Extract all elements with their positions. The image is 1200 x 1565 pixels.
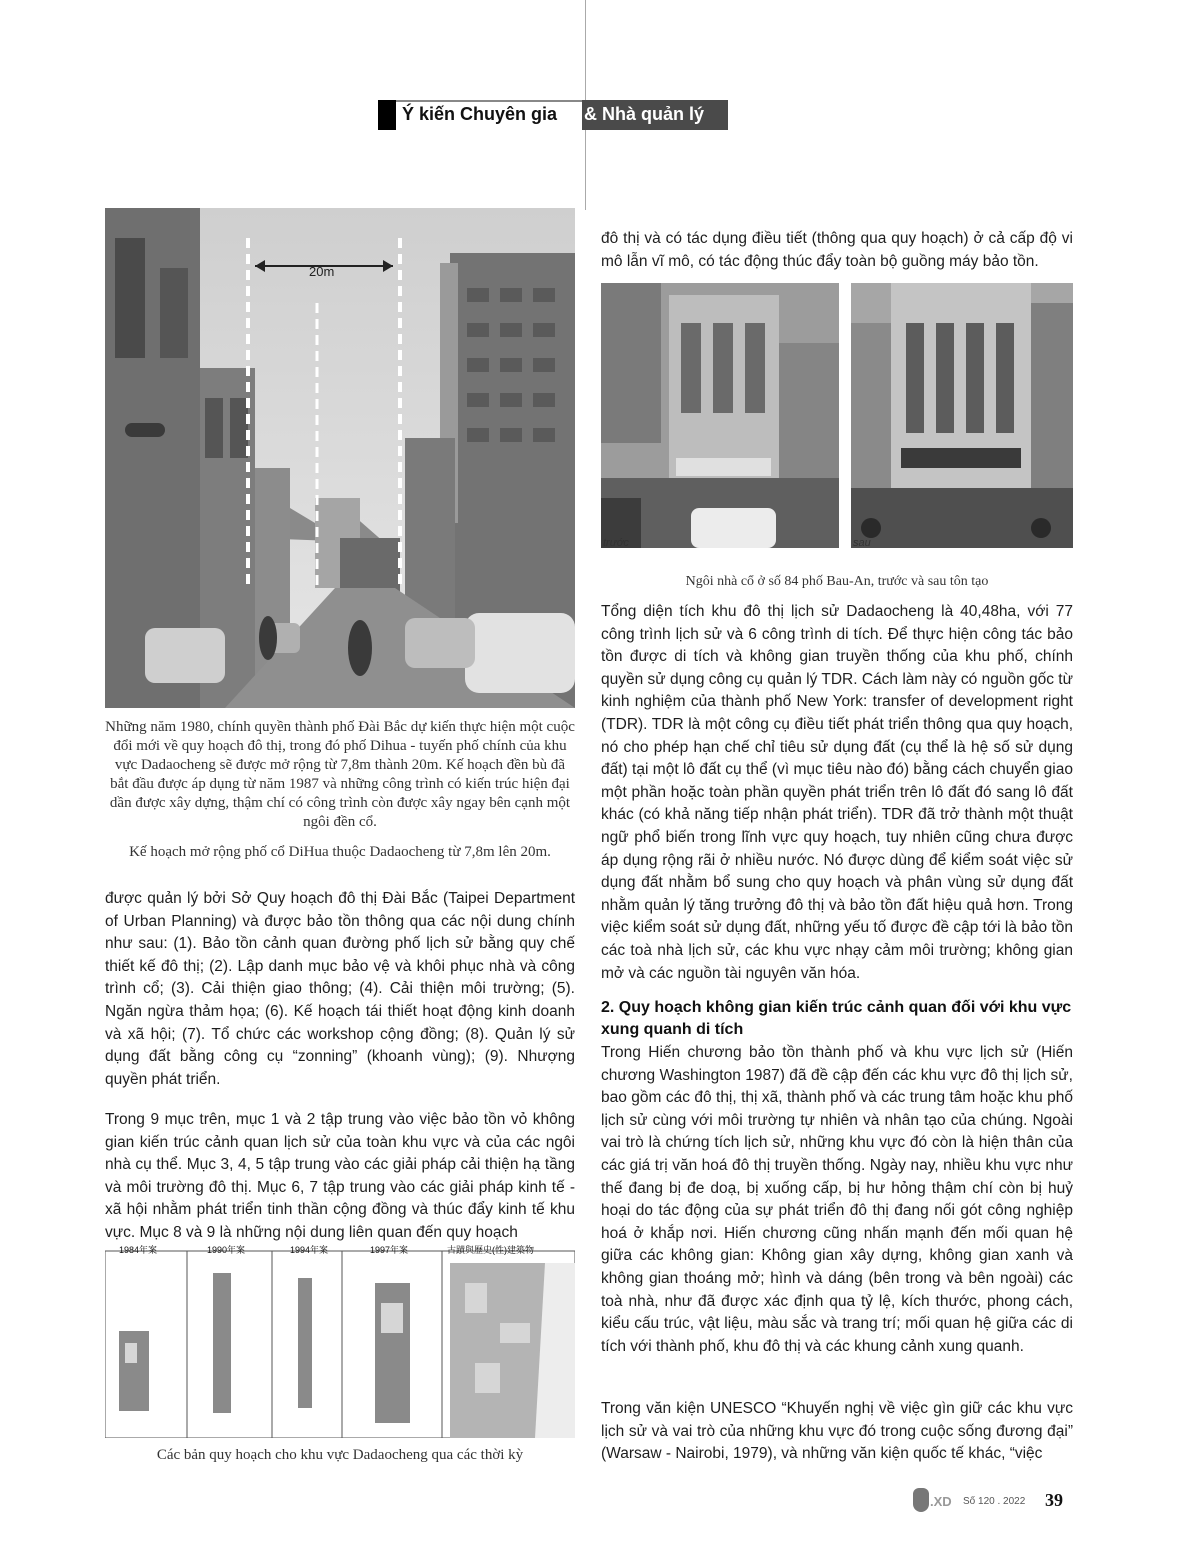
buildings-photo-caption: Ngôi nhà cổ ở số 84 phố Bau-An, trước và sau tôn tạo <box>685 574 989 589</box>
plan-title-1997: 1997年案 <box>370 1245 409 1255</box>
left-para-1: được quản lý bởi Sở Quy hoạch đô thị Đài Bắc (Taipei Department of Urban Planning) và được bảo tồn thông qua các nội dung chính như sau: (1). Bảo tồn cảnh quan đường phố lịch sử bằng quy chế thiết kế đô thị; (2). Lập danh mục bảo vệ và khôi phục nhà và công trình cổ; (3). Cải thiện giao thông; (4). Cải thiện môi trường; (5). Ngăn ngừa thảm họa; (6). Kế hoạch tái thiết hoạt động kinh doanh và xã hội; (7). Tổ chức các workshop cộng đồng; (8). Quản lý sử dụng đất bằng công cụ “zonning” (khoanh vùng); (9). Nhượng quyền phát triển. <box>105 890 575 1088</box>
plan-title-1984: 1984年案 <box>119 1245 158 1255</box>
journal-logo-icon <box>913 1488 929 1512</box>
section-header <box>378 100 728 130</box>
right-para-charter: Trong Hiến chương bảo tồn thành phố và khu vực lịch sử (Hiến chương Washington 1987) đã đề cập đến các khu vực đô thị lịch sử, bao gồm các đô thị, thị xã, thành phố và các trung tâm hoặc khu phố lịch sử cùng với môi trường tự nhiên và nhân tạo của chúng. Ngoài vai trò là chứng tích lịch sử, những khu vực đó còn là hiện thân của các giá trị văn hoá đô thị truyền thống. Ngày nay, nhiều khu vực như thế đang bị đe doạ, bị xuống cấp, bị hư hỏng thậm chí còn bị huỷ hoại do tác động của sự phát triển đô thị đang nối gót công nghiệp hoá ở khắp nơi. Hiến chương cũng nhấn mạnh đến mối quan hệ giữa các không gian: Không gian xây dựng, không gian xanh và không gian thoáng mở; hình và dáng (bên trong và bên ngoài) các toà nhà, như đã được xác định qua tỷ lệ, kích thước, phong cách, kiểu cấu trúc, vật liệu, màu sắc và trang trí; mối quan hệ giữa các di tích với thành phố, khu đô thị và các khung cảnh xung quanh. <box>601 1044 1073 1355</box>
section-title-part2: & Nhà quản lý <box>584 104 705 124</box>
page-footer <box>913 1488 1083 1514</box>
section-title-part1: Ý kiến Chuyên gia <box>402 104 558 124</box>
footer-issue: Số 120 . 2022 <box>963 1496 1026 1507</box>
page-number: 39 <box>1045 1490 1063 1510</box>
header-marker-block <box>378 100 396 130</box>
right-para-tdr: Tổng diện tích khu đô thị lịch sử Dadaocheng là 40,48ha, với 77 công trình lịch sử và 6 công trình di tích. Để thực hiện công tác bảo tồn được di tích và không gian truyền thống của khu phố, chính quyền sử dụng công cụ quản lý TDR. Cách làm này có nguồn gốc từ kinh nghiệm của thành phố New York: transfer of development right (TDR). TDR là một công cụ điều tiết phát triển thông qua quy hoạch, nó cho phép hạn chế chỉ tiêu sử dụng đất (cụ thể là hệ số sử dụng đất) tại một lô đất cụ thể (vì mục tiêu nào đó) bằng cách chuyển giao một phần hoặc toàn phần quyền phát triển trên lô đất đó sang lô đất khác (có khả năng tiếp nhận phát triển). TDR đã trở thành một thuật ngữ phổ biến trong lĩnh vực quy hoạch, tuy nhiên cũng chưa được áp dụng rộng rãi ở nhiều nước. Nó được dùng để kiểm soát việc sử dụng đất nhằm bổ sung cho quy hoạch và phân vùng sử dụng đất nhằm quản lý tăng trưởng đô thị và bảo tồn đất hiệu quả hơn. Trong việc kiểm soát sử dụng đất, những yếu tố được đề cập tới là bảo tồn các toà nhà lịch sử, các khu vực nhạy cảm môi trường; không gian mở và các nguồn tài nguyên văn hóa. <box>601 603 1073 982</box>
plan-title-1990: 1990年案 <box>207 1245 246 1255</box>
plan-title-1994: 1994年案 <box>290 1245 329 1255</box>
photo-label-after: sau <box>853 537 871 549</box>
right-para-top: đô thị và có tác dụng điều tiết (thông qua quy hoạch) ở cả cấp độ vi mô lẫn vĩ mô, có tác động thúc đẩy toàn bộ guồng máy bảo tồn. <box>601 230 1073 270</box>
street-caption-title: Kế hoạch mở rộng phố cổ DiHua thuộc Dadaocheng từ 7,8m lên 20m. <box>129 844 551 860</box>
footer-brand: .XD <box>930 1494 952 1509</box>
measure-label: 20m <box>309 264 335 279</box>
photo-label-before: trước <box>603 537 629 549</box>
right-para-unesco: Trong văn kiện UNESCO “Khuyến nghị về việc gìn giữ các khu vực lịch sử và vai trò của những khu vực đó trong cuộc sống đương đại” (Warsaw - Nairobi, 1979), và những văn kiện quốc tế khác, “việc <box>601 1400 1073 1463</box>
plans-figure <box>105 1243 575 1438</box>
plans-caption: Các bản quy hoạch cho khu vực Dadaocheng qua các thời kỳ <box>156 1447 524 1463</box>
left-para-2: Trong 9 mục trên, mục 1 và 2 tập trung vào việc bảo tồn vỏ không gian kiến trúc cảnh quan lịch sử của toàn khu vực và của các ngôi nhà cụ thể. Mục 3, 4, 5 tập trung vào các giải pháp cải thiện hạ tầng và môi trường đô thị. Mục 6, 7 tập trung vào các giải pháp kinh tế - xã hội nhằm phát triển tinh thần cộng đồng và thúc đẩy kinh tế khu vực. Mục 8 và 9 là những nội dung liên quan đến quy hoạch <box>105 1111 575 1241</box>
plan-title-monuments: 古蹟與歷史(性)建築物 <box>447 1245 534 1255</box>
street-photo <box>105 208 575 708</box>
street-caption-paragraph: Những năm 1980, chính quyền thành phố Đài Bắc dự kiến thực hiện một cuộc đổi mới về quy hoạch đô thị, trong đó phố Dihua - tuyến phố chính của khu vực Dadaocheng sẽ được mở rộng từ 7,8m thành 20m. Kế hoạch đền bù đã bắt đầu được áp dụng từ năm 1987 và những công trình có kiến trúc hiện đại dần được xây dựng, thậm chí có công trình còn được xây ngay bên cạnh một ngôi đền cổ. <box>105 719 575 830</box>
section-2-heading: 2. Quy hoạch không gian kiến trúc cảnh quan đối với khu vực xung quanh di tích <box>601 999 1072 1038</box>
buildings-photo <box>601 283 1073 553</box>
